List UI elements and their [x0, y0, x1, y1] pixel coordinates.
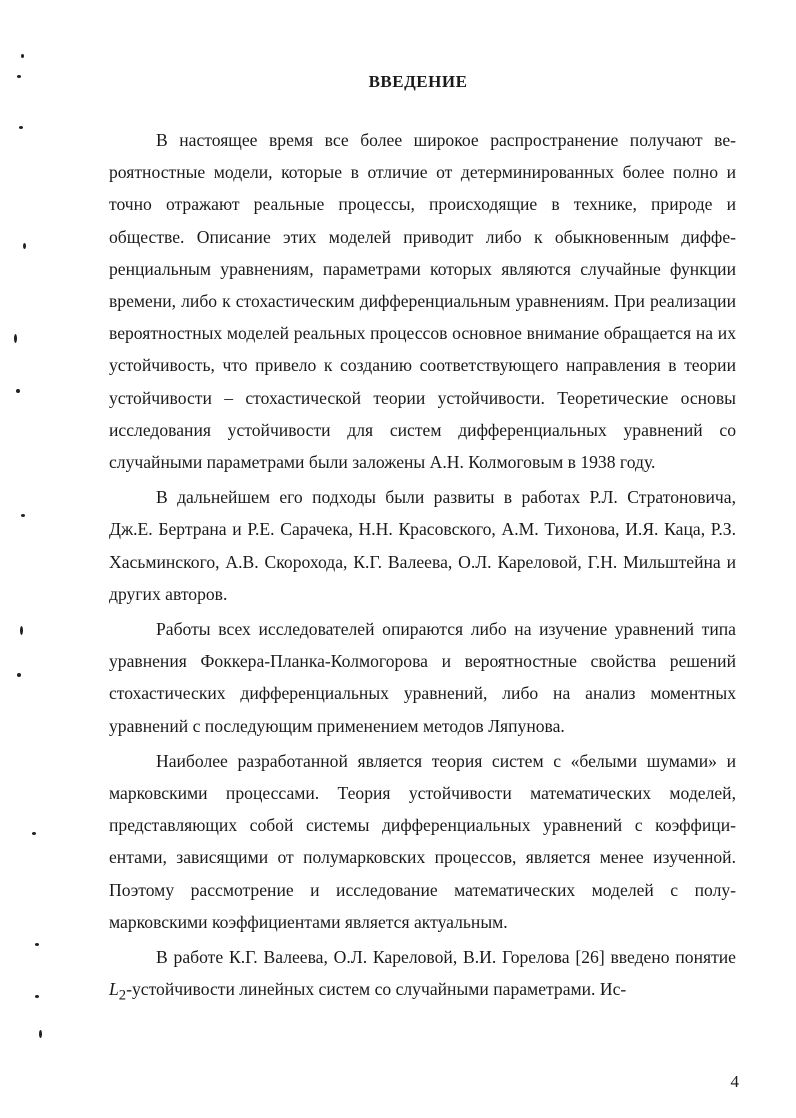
paragraph [109, 124, 736, 478]
scan-speck [14, 334, 17, 343]
scan-speck [21, 514, 25, 517]
math-subscript: 2 [118, 987, 127, 1004]
paragraph-text: -устойчивости линейных систем со случайными параметрами. Ис- [126, 979, 627, 1000]
body-text [109, 124, 736, 1015]
paragraph-text: Наиболее разработанной является теория систем с «белыми шумами» и марковскими процессами. Теория устойчивости математических моделей, представляющих собой системы дифференциальных уравнений с коэффициентами, зависящими от полумарковских процессов, является менее изученной. Поэтому рассмотрение и исследование математических моделей с полумарковскими коэффициентами является актуальным. [109, 750, 736, 932]
scan-speck [35, 995, 39, 998]
paragraph [109, 745, 736, 938]
paragraph-text: В работе К.Г. Валеева, О.Л. Кареловой, В.И. Горелова [26] введено понятие [156, 947, 736, 968]
paragraph [109, 613, 736, 742]
scan-speck [19, 126, 23, 129]
paragraph [109, 481, 736, 610]
scan-speck [23, 243, 26, 249]
scan-speck [39, 1030, 42, 1038]
scan-speck [21, 54, 24, 58]
paragraph-text: В дальнейшем его подходы были развиты в работах Р.Л. Стратоновича, Дж.Е. Бертрана и Р.Е. Сарачека, Н.Н. Красовского, А.М. Тихонова, И.Я. Каца, Р.З. Хасьминского, А.В. Скорохода, К.Г. Валеева, О.Л. Кареловой, Г.Н. Мильштейна и других авторов. [109, 487, 736, 604]
scan-speck [35, 943, 39, 946]
scan-speck [20, 626, 23, 635]
scan-speck [32, 832, 36, 835]
page-number: 4 [730, 1072, 739, 1091]
paragraph-text: Работы всех исследователей опираются либо на изучение уравнений типа уравнения Фоккера-Планка-Колмогорова и вероятностные свойства решений стохастических дифференциальных уравнений, либо на анализ моментных уравнений с последующим применением методов Ляпунова. [109, 619, 736, 736]
paragraph [109, 941, 736, 1012]
scan-speck [16, 389, 20, 393]
scan-speck [17, 673, 21, 677]
paragraph-text: В настоящее время все более широкое распространение получают вероятностные модели, которые в отличие от детерминированных более полно и точно отражают реальные процессы, происходящие в технике, природе и обществе. Описание этих моделей приводит либо к обыкновенным дифференциальным уравнениям, параметрами которых являются случайные функции времени, либо к стохастическим дифференциальным уравнениям. При реализации вероятностных моделей реальных процессов основное внимание обращается на их устойчивость, что привело к созданию соответствующего направления в теории устойчивости – стохастической теории устойчивости. Теоретические основы исследования устойчивости для систем дифференциальных уравнений со случайными параметрами были заложены А.Н. Колмоговым в 1938 году. [109, 130, 736, 473]
math-symbol: L [109, 979, 119, 1000]
page-title: ВВЕДЕНИЕ [368, 72, 468, 91]
